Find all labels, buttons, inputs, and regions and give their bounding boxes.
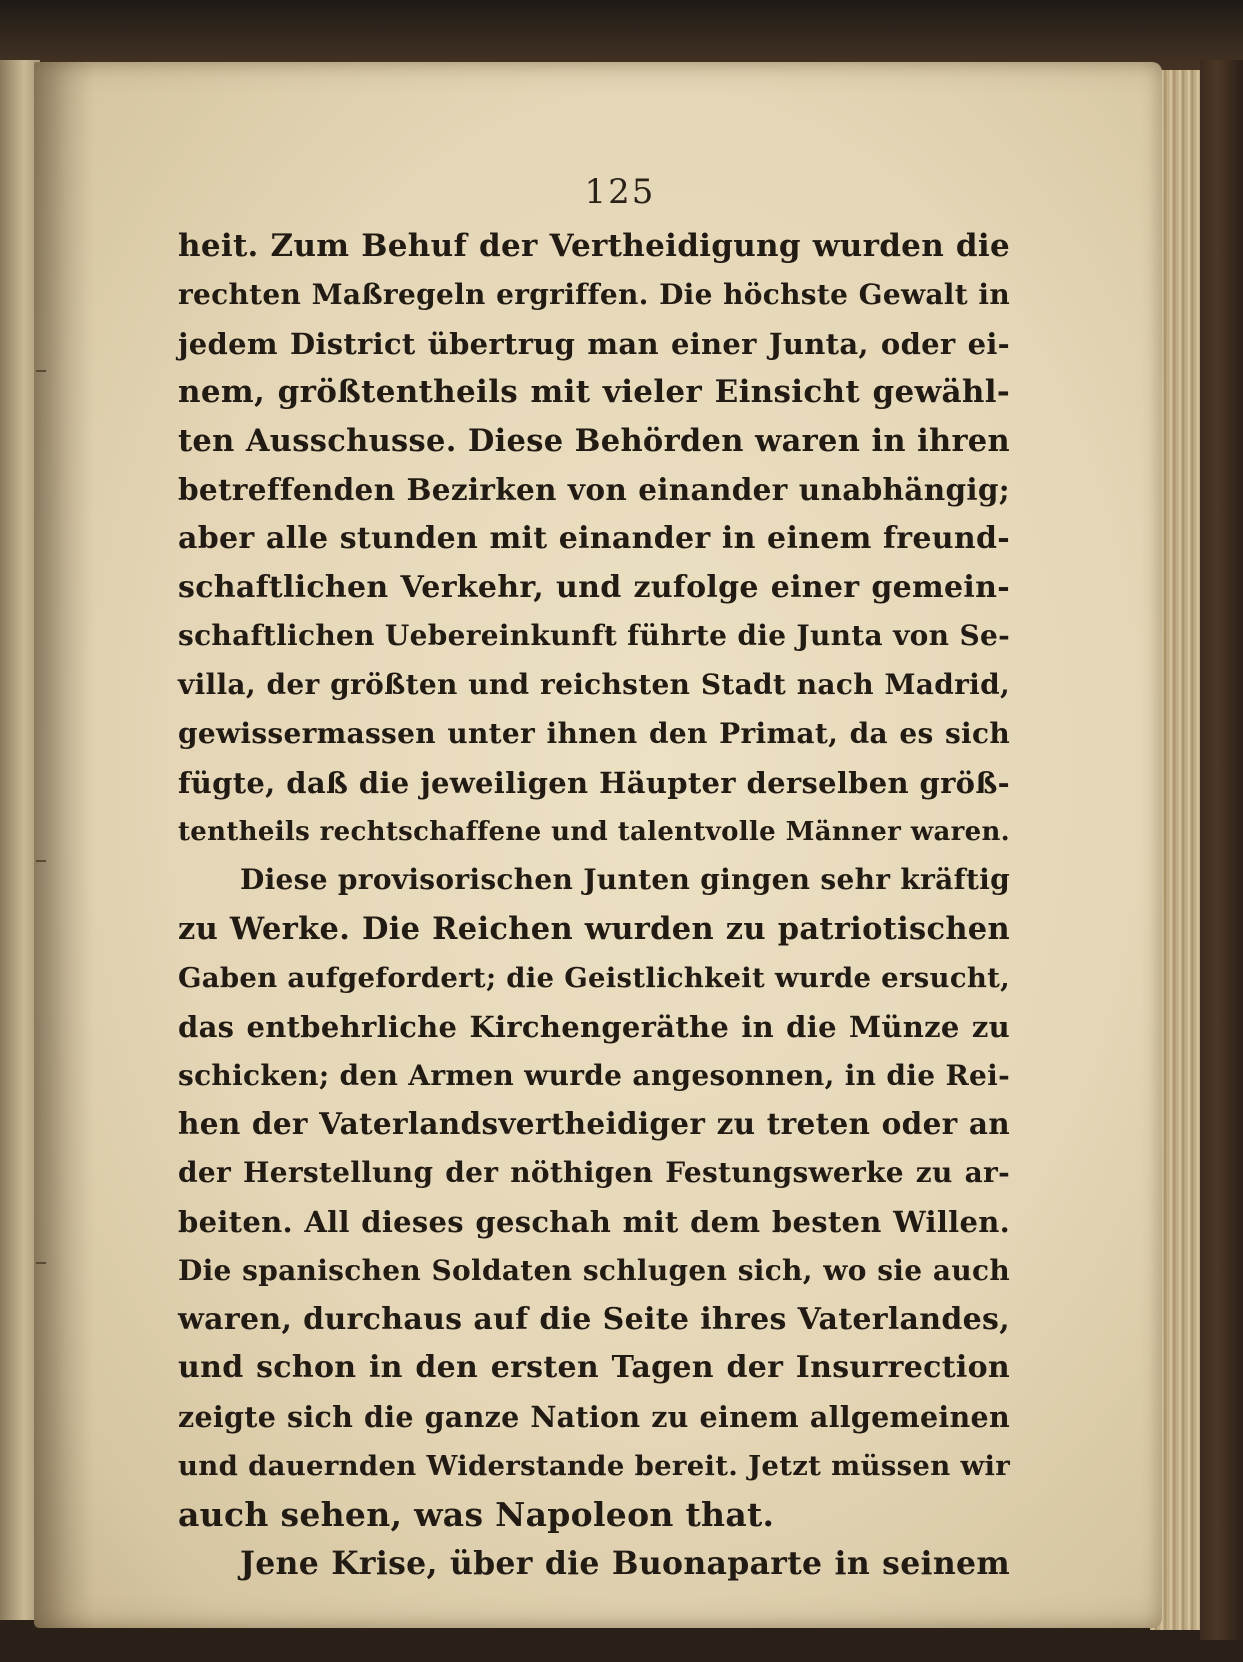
text-line: zu Werke. Die Reichen wurden zu patriotischen (178, 911, 1010, 948)
text-line: waren, durchaus auf die Seite ihres Vaterlandes, (178, 1301, 1010, 1337)
text-line: Diese provisorischen Junten gingen sehr kräftig (240, 863, 1010, 897)
text-line: Jene Krise, über die Buonaparte in seinem (240, 1544, 1010, 1582)
text-line: Die spanischen Soldaten schlugen sich, wo sie auch (178, 1253, 1010, 1287)
text-line: Gaben aufgefordert; die Geistlichkeit wurde ersucht, (178, 961, 1011, 994)
text-line: hen der Vaterlandsvertheidiger zu treten oder an (178, 1106, 1010, 1142)
text-line: rechten Maßregeln ergriffen. Die höchste Gewalt in (178, 277, 1010, 311)
book-cover-right (1200, 60, 1243, 1640)
page-number: 125 (584, 172, 656, 212)
text-line: gewissermassen unter ihnen den Primat, da es sich (178, 716, 1010, 750)
text-line: nem, größtentheils mit vieler Einsicht gewähl- (178, 374, 1010, 411)
text-line: der Herstellung der nöthigen Festungswerke zu ar- (178, 1156, 1010, 1190)
text-line: aber alle stunden mit einander in einem freund- (178, 520, 1010, 556)
text-line: das entbehrliche Kirchengeräthe in die Münze zu (178, 1009, 1010, 1044)
margin-mark (36, 1262, 46, 1264)
text-line: beiten. All dieses geschah mit dem besten Willen. (178, 1204, 1010, 1239)
text-line: schicken; den Armen wurde angesonnen, in die Rei- (178, 1058, 1010, 1092)
text-line: tentheils rechtschaffene und talentvolle Männer waren. (178, 816, 1010, 847)
margin-mark (36, 860, 46, 862)
text-line: zeigte sich die ganze Nation zu einem allgemeinen (178, 1400, 1010, 1435)
text-line: auch sehen, was Napoleon that. (178, 1494, 775, 1534)
text-line: schaftlichen Verkehr, und zufolge einer gemein- (178, 569, 1010, 605)
text-line: schaftlichen Uebereinkunft führte die Junta von Se- (178, 619, 1010, 653)
text-line: villa, der größten und reichsten Stadt nach Madrid, (178, 668, 1010, 702)
text-line: betreffenden Bezirken von einander unabhängig; (178, 471, 1010, 507)
text-line: ten Ausschusse. Diese Behörden waren in ihren (178, 423, 1010, 460)
text-line: jedem District übertrug man einer Junta, oder ei- (178, 326, 1010, 361)
text-line: und schon in den ersten Tagen der Insurrection (178, 1350, 1010, 1386)
gutter-shadow (34, 62, 94, 1628)
text-line: heit. Zum Behuf der Vertheidigung wurden die (178, 228, 1010, 264)
text-line: fügte, daß die jeweiligen Häupter derselben größ- (178, 765, 1010, 800)
text-line: und dauernden Widerstande bereit. Jetzt müssen wir (178, 1449, 1010, 1482)
body-text (178, 222, 1010, 1588)
margin-mark (36, 370, 46, 372)
